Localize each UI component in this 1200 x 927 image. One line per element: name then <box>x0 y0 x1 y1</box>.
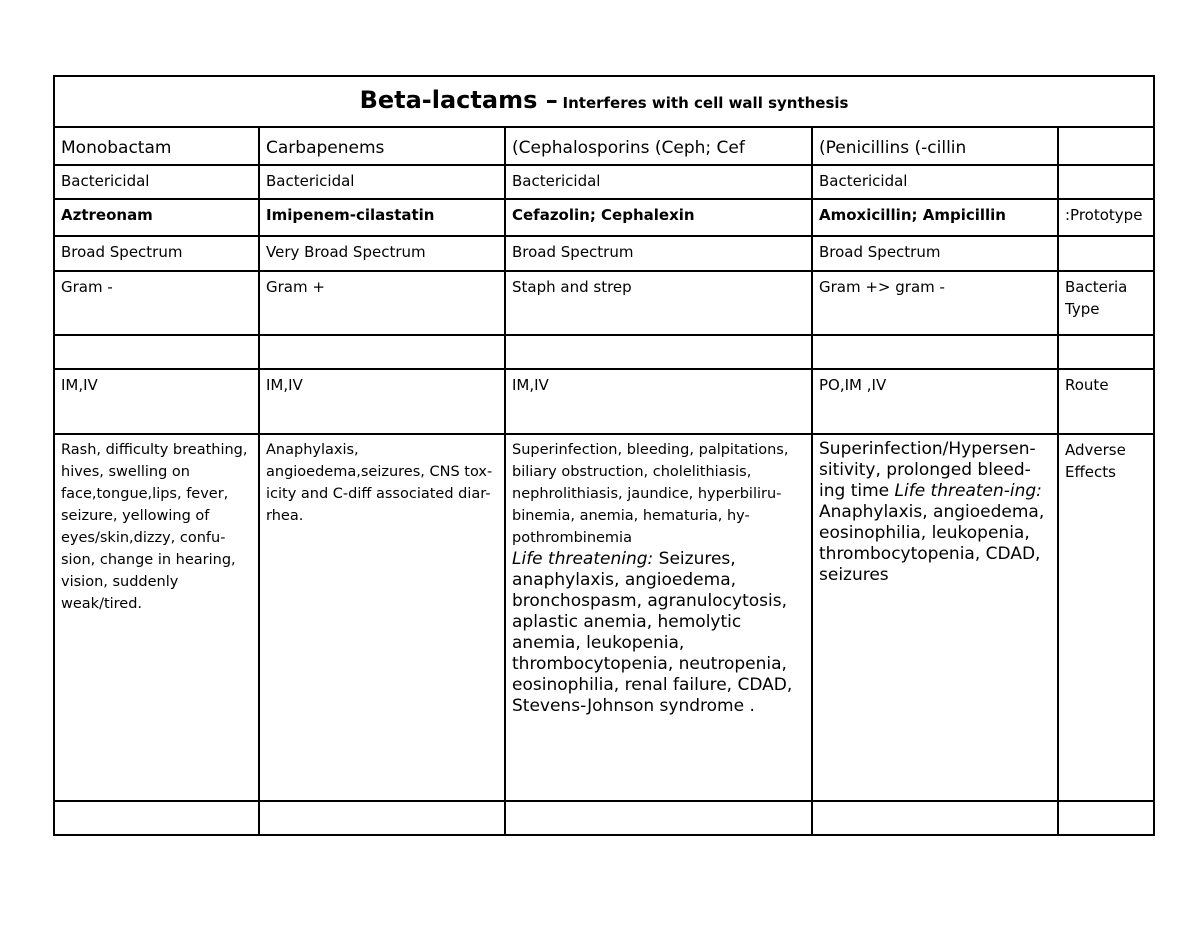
empty-cell <box>1058 335 1154 369</box>
action-cell: Bactericidal <box>812 165 1058 199</box>
action-label <box>1058 165 1154 199</box>
action-cell: Bactericidal <box>259 165 505 199</box>
empty-cell <box>505 801 812 835</box>
route-cell: IM,IV <box>505 369 812 434</box>
adverse-penicillins-minor: Superinfection/Hypersen-sitivity, prolonged bleed-ing time <box>819 439 1036 501</box>
header-label <box>1058 127 1154 165</box>
prototype-cell: Amoxicillin; Ampicillin <box>812 199 1058 236</box>
empty-cell <box>812 335 1058 369</box>
title-main: Beta-lactams – <box>359 86 558 114</box>
spectrum-cell: Broad Spectrum <box>54 236 259 271</box>
adverse-cephalosporins-severe: Seizures, anaphylaxis, angioedema, bronchospasm, agranulocytosis, aplastic anemia, hemolytic anemia, leukopenia, thrombocytopenia, neutropenia, eosinophilia, renal failure, CDAD, Stevens-Johnson syndrome . <box>512 549 793 716</box>
action-cell: Bactericidal <box>505 165 812 199</box>
empty-cell <box>1058 801 1154 835</box>
header-penicillins: (Penicillins (-cillin <box>812 127 1058 165</box>
bacteria-cell: Gram +> gram - <box>812 271 1058 335</box>
beta-lactams-table <box>53 75 1155 836</box>
route-cell: PO,IM ,IV <box>812 369 1058 434</box>
adverse-carbapenems: Anaphylaxis, angioedema,seizures, CNS tox-icity and C-diff associated diar-rhea. <box>259 434 505 801</box>
empty-cell <box>54 335 259 369</box>
adverse-label: Adverse Effects <box>1058 434 1154 801</box>
empty-cell <box>259 335 505 369</box>
life-threatening-label: Life threaten-ing: <box>894 481 1042 501</box>
adverse-monobactam: Rash, difficulty breathing, hives, swelling on face,tongue,lips, fever, seizure, yellowing of eyes/skin,dizzy, confu-sion, change in hearing, vision, suddenly weak/tired. <box>54 434 259 801</box>
spectrum-cell: Broad Spectrum <box>812 236 1058 271</box>
title-subtitle: Interferes with cell wall synthesis <box>562 94 849 112</box>
empty-cell <box>812 801 1058 835</box>
table-title <box>54 76 1154 127</box>
prototype-cell: Imipenem-cilastatin <box>259 199 505 236</box>
route-cell: IM,IV <box>54 369 259 434</box>
route-label: Route <box>1058 369 1154 434</box>
header-cephalosporins: (Cephalosporins (Ceph; Cef <box>505 127 812 165</box>
bacteria-cell: Gram - <box>54 271 259 335</box>
empty-cell <box>505 335 812 369</box>
adverse-penicillins-severe: Anaphylaxis, angioedema, eosinophilia, leukopenia, thrombocytopenia, CDAD, seizures <box>819 502 1045 585</box>
spectrum-label <box>1058 236 1154 271</box>
empty-cell <box>259 801 505 835</box>
bacteria-cell: Staph and strep <box>505 271 812 335</box>
header-carbapenems: Carbapenems <box>259 127 505 165</box>
action-cell: Bactericidal <box>54 165 259 199</box>
prototype-label: :Prototype <box>1058 199 1154 236</box>
header-monobactam: Monobactam <box>54 127 259 165</box>
spectrum-cell: Very Broad Spectrum <box>259 236 505 271</box>
life-threatening-label: Life threatening: <box>512 549 654 569</box>
bacteria-cell: Gram + <box>259 271 505 335</box>
adverse-cephalosporins-minor: Superinfection, bleeding, palpitations, biliary obstruction, cholelithiasis, nephrolithiasis, jaundice, hyperbiliru-binemia, anemia, hematuria, hy-pothrombinemia <box>512 442 789 546</box>
empty-cell <box>54 801 259 835</box>
route-cell: IM,IV <box>259 369 505 434</box>
spectrum-cell: Broad Spectrum <box>505 236 812 271</box>
prototype-cell: Cefazolin; Cephalexin <box>505 199 812 236</box>
adverse-penicillins <box>812 434 1058 801</box>
prototype-cell: Aztreonam <box>54 199 259 236</box>
adverse-cephalosporins <box>505 434 812 801</box>
bacteria-label: Bacteria Type <box>1058 271 1154 335</box>
